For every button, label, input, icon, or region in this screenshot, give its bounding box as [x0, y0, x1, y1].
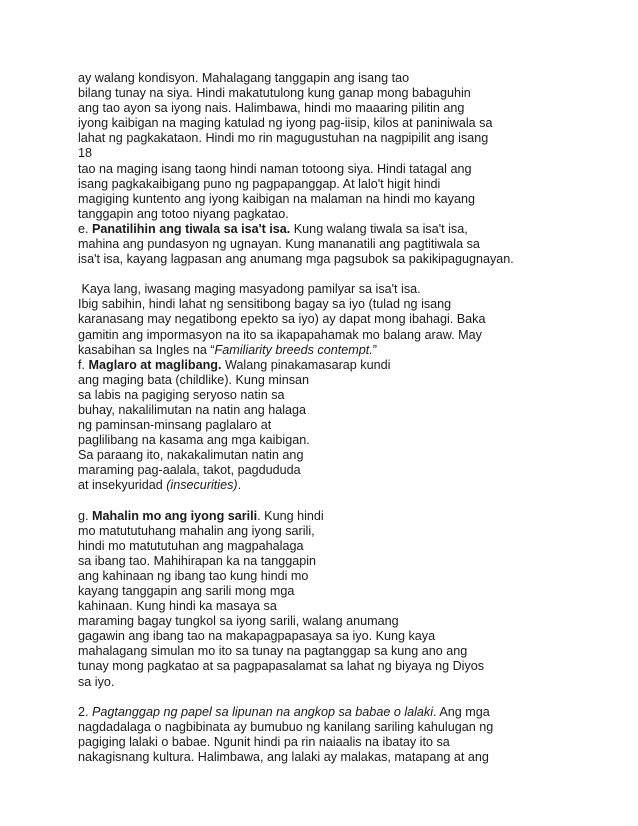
- item-f-bold: Maglaro at maglibang.: [88, 357, 222, 372]
- text-line: kahinaan. Kung hindi ka masaya sa: [78, 599, 277, 614]
- item-e-rest: Kung walang tiwala sa isa't isa,: [290, 221, 468, 236]
- text-line: gagawin ang ibang tao na makapagpapasaya sa iyo. Kung kaya: [78, 629, 436, 644]
- text-line: sa ibang tao. Mahihirapan ka na tanggapin: [78, 553, 317, 568]
- text-line: nakagisnang kultura. Halimbawa, ang lalaki ay malakas, matapang at ang: [78, 749, 489, 764]
- item-f-last-italic: (insecurities): [166, 478, 238, 493]
- document-body: [78, 71, 598, 765]
- item-2-italic: Pagtanggap ng papel sa lipunan na angkop sa babae o lalaki: [92, 704, 434, 719]
- text-line: pagiging lalaki o babae. Ngunit hindi pa rin naiaalis na ibatay ito sa: [78, 734, 450, 749]
- item-e-heading-line: [78, 222, 598, 237]
- item-2-prefix: 2.: [78, 704, 93, 719]
- text-line: mo matututuhang mahalin ang iyong sarili,: [78, 523, 315, 538]
- text-line: nagdadalaga o nagbibinata ay bumubuo ng kanilang sariling kahulugan ng: [78, 719, 494, 734]
- item-e-prefix: e.: [78, 221, 93, 236]
- item-f-play: [78, 358, 598, 494]
- text-line: iyong kaibigan na maging katulad ng iyong pag-iisip, kilos at paniniwala sa: [78, 116, 493, 131]
- item-g-prefix: g.: [78, 508, 93, 523]
- text-line: mahalagang simulan mo ito sa tunay na pagtanggap sa kung ano ang: [78, 644, 468, 659]
- item-g-self-love: [78, 509, 598, 690]
- item-g-rest: . Kung hindi: [257, 508, 324, 523]
- item-e-bold: Panatilihin ang tiwala sa isa't isa.: [92, 221, 291, 236]
- text-line: Sa paraang ito, nakakalimutan natin ang: [78, 448, 304, 463]
- paragraph-spacer: [78, 690, 598, 705]
- quote-italic: Familiarity breeds contempt.: [214, 342, 373, 357]
- paragraph-spacer: [78, 494, 598, 509]
- text-line: magiging kuntento ang iyong kaibigan na malaman na hindi mo kayang: [78, 191, 475, 206]
- page-number: 18: [78, 146, 93, 161]
- text-line: gamitin ang impormasyon na ito sa ikapapahamak mo balang araw. May: [78, 327, 482, 342]
- text-line: tunay mong pagkatao at sa pagpapasalamat sa lahat ng biyaya ng Diyos: [78, 659, 485, 674]
- item-2-heading-line: [78, 705, 598, 720]
- text-line: ng paminsan-minsang paglalaro at: [78, 418, 272, 433]
- text-line: ang tao ayon sa iyong nais. Halimbawa, hindi mo maaaring pilitin ang: [78, 101, 465, 116]
- text-line: maraming pag-aalala, takot, pagdududa: [78, 463, 301, 478]
- text-line: hindi mo matututuhan ang magpahalaga: [78, 538, 304, 553]
- quote-before: kasabihan sa Ingles na “: [78, 342, 215, 357]
- text-line: isa't isa, kayang lagpasan ang anumang mga pagsubok sa pakikipagugnayan.: [78, 252, 514, 267]
- paragraph-acceptance: [78, 71, 598, 222]
- item-f-last-line: [78, 478, 598, 493]
- text-line: isang pagkakaibigang puno ng pagpapanggap. At lalo't higit hindi: [78, 176, 441, 191]
- text-line: sa labis na pagiging seryoso natin sa: [78, 387, 285, 402]
- text-line: Kaya lang, iwasang maging masyadong pamilyar sa isa't isa.: [78, 282, 421, 297]
- text-line: ang kahinaan ng ibang tao kung hindi mo: [78, 568, 309, 583]
- item-f-last-after: .: [237, 478, 242, 493]
- text-line: maraming bagay tungkol sa iyong sarili, walang anumang: [78, 614, 399, 629]
- text-line: ay walang kondisyon. Mahalagang tanggapin ang isang tao: [78, 71, 410, 85]
- text-line: paglilibang na kasama ang mga kaibigan.: [78, 433, 310, 448]
- quote-after: ”: [372, 342, 377, 357]
- paragraph-spacer: [78, 267, 598, 282]
- item-e-trust: [78, 222, 598, 267]
- text-line: tao na maging isang taong hindi naman totoong siya. Hindi tatagal ang: [78, 161, 472, 176]
- text-line: ang maging bata (childlike). Kung minsan: [78, 372, 310, 387]
- item-f-prefix: f.: [78, 357, 89, 372]
- item-g-heading-line: [78, 509, 598, 524]
- text-line: lahat ng pagkakataon. Hindi mo rin magugustuhan na nagpipilit ang isang: [78, 131, 489, 146]
- text-line: tanggapin ang totoo niyang pagkatao.: [78, 206, 289, 221]
- text-line: bilang tunay na siya. Hindi makatutulong kung ganap mong babaguhin: [78, 86, 471, 101]
- item-2-rest: . Ang mga: [433, 704, 490, 719]
- text-line: kayang tanggapin ang sarili mong mga: [78, 584, 295, 598]
- paragraph-familiarity: [78, 282, 598, 357]
- item-f-heading-line: [78, 358, 598, 373]
- text-line: sa iyo.: [78, 674, 115, 689]
- text-line: Ibig sabihin, hindi lahat ng sensitibong bagay sa iyo (tulad ng isang: [78, 297, 452, 312]
- item-2-gender-roles: [78, 705, 598, 765]
- item-f-rest: Walang pinakamasarap kundi: [221, 357, 391, 372]
- text-line: buhay, nakalilimutan na natin ang halaga: [78, 402, 307, 417]
- quote-line: [78, 343, 598, 358]
- item-f-last-before: at insekyuridad: [78, 478, 167, 493]
- text-line: karanasang may negatibong epekto sa iyo) ay dapat mong ibahagi. Baka: [78, 312, 486, 327]
- item-g-bold: Mahalin mo ang iyong sarili: [92, 508, 258, 523]
- text-line: mahina ang pundasyon ng ugnayan. Kung mananatili ang pagtitiwala sa: [78, 237, 480, 252]
